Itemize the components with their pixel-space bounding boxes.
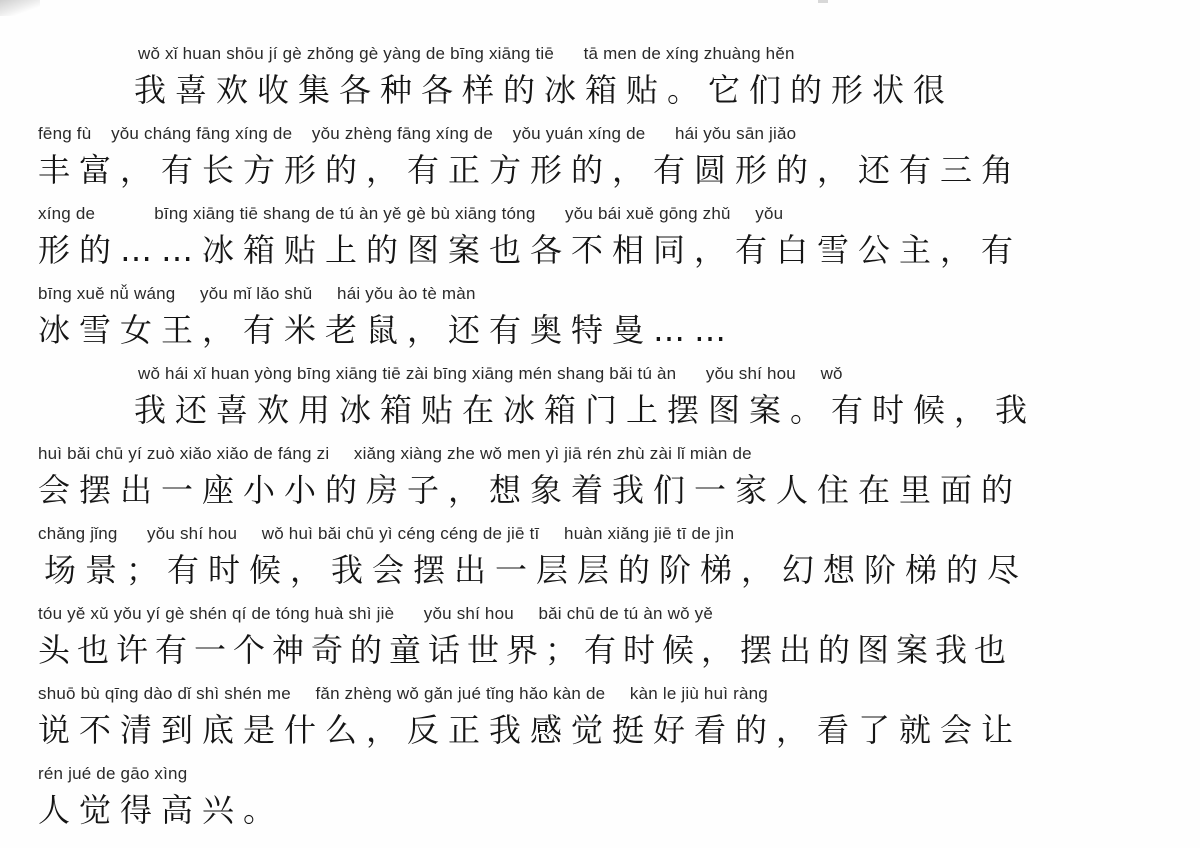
hanzi-text: 会摆出一座小小的房子，想象着我们一家人住在里面的 bbox=[38, 471, 1023, 509]
text-line bbox=[38, 604, 1168, 684]
hanzi-text: 说不清到底是什么，反正我感觉挺好看的，看了就会让 bbox=[38, 711, 1023, 749]
text-line bbox=[38, 204, 1168, 284]
hanzi-text: 头也许有一个神奇的童话世界；有时候，摆出的图案我也 bbox=[38, 631, 1014, 669]
text-line bbox=[38, 524, 1168, 604]
pinyin-line bbox=[38, 684, 1168, 706]
pinyin-text: wǒ xǐ huan shōu jí gè zhǒng gè yàng de bīng xiāng tiē tā men de xíng zhuàng hěn bbox=[138, 44, 795, 63]
hanzi-text: 我还喜欢用冰箱贴在冰箱门上摆图案。有时候，我 bbox=[134, 391, 1037, 429]
text-line bbox=[38, 764, 1168, 844]
text-line bbox=[38, 124, 1168, 204]
text-line bbox=[38, 284, 1168, 364]
pinyin-text: bīng xuě nǚ wáng yǒu mǐ lǎo shǔ hái yǒu ào tè màn bbox=[38, 284, 476, 303]
hanzi-line bbox=[38, 68, 1168, 112]
hanzi-line bbox=[38, 628, 1168, 672]
pinyin-text: shuō bù qīng dào dǐ shì shén me fǎn zhèng wǒ gǎn jué tǐng hǎo kàn de kàn le jiù huì ràng bbox=[38, 684, 768, 703]
pinyin-text: huì bǎi chū yí zuò xiǎo xiǎo de fáng zi xiǎng xiàng zhe wǒ men yì jiā rén zhù zài lǐ miàn de bbox=[38, 444, 752, 463]
pinyin-text: wǒ hái xǐ huan yòng bīng xiāng tiē zài bīng xiāng mén shang bǎi tú àn yǒu shí hou wǒ bbox=[138, 364, 843, 383]
hanzi-text: 我喜欢收集各种各样的冰箱贴。它们的形状很 bbox=[134, 71, 955, 109]
hanzi-line bbox=[38, 708, 1168, 752]
pinyin-text: rén jué de gāo xìng bbox=[38, 764, 188, 783]
pinyin-line bbox=[38, 764, 1168, 786]
hanzi-line bbox=[38, 468, 1168, 512]
text-line bbox=[38, 444, 1168, 524]
hanzi-line bbox=[38, 148, 1168, 192]
pinyin-text: tóu yě xǔ yǒu yí gè shén qí de tóng huà shì jiè yǒu shí hou bǎi chū de tú àn wǒ yě bbox=[38, 604, 714, 623]
pinyin-text: xíng de bīng xiāng tiē shang de tú àn yě gè bù xiāng tóng yǒu bái xuě gōng zhǔ yǒu bbox=[38, 204, 784, 223]
text-line bbox=[38, 684, 1168, 764]
hanzi-text: 人觉得高兴。 bbox=[38, 791, 285, 829]
pinyin-line bbox=[38, 444, 1168, 466]
hanzi-line bbox=[38, 228, 1168, 272]
text-body bbox=[38, 44, 1168, 844]
pinyin-line bbox=[38, 44, 1168, 66]
pinyin-line bbox=[38, 364, 1168, 386]
pinyin-line bbox=[38, 124, 1168, 146]
hanzi-text: 丰富，有长方形的，有正方形的，有圆形的，还有三角 bbox=[38, 151, 1023, 189]
pinyin-text: fēng fù yǒu cháng fāng xíng de yǒu zhèng fāng xíng de yǒu yuán xíng de hái yǒu sān jiǎo bbox=[38, 124, 797, 143]
hanzi-line bbox=[38, 548, 1168, 592]
pinyin-text: chǎng jǐng yǒu shí hou wǒ huì bǎi chū yì céng céng de jiē tī huàn xiǎng jiē tī de jìn bbox=[38, 524, 735, 543]
scan-corner-mark bbox=[0, 0, 40, 16]
pinyin-line bbox=[38, 604, 1168, 626]
hanzi-line bbox=[38, 788, 1168, 832]
hanzi-text: 冰雪女王，有米老鼠，还有奥特曼…… bbox=[38, 311, 736, 349]
scan-edge-mark bbox=[818, 0, 828, 3]
hanzi-text: 形的……冰箱贴上的图案也各不相同，有白雪公主，有 bbox=[38, 231, 1023, 269]
hanzi-text: 场景；有时候，我会摆出一层层的阶梯，幻想阶梯的尽 bbox=[44, 551, 1029, 589]
pinyin-line bbox=[38, 284, 1168, 306]
pinyin-line bbox=[38, 524, 1168, 546]
pinyin-line bbox=[38, 204, 1168, 226]
hanzi-line bbox=[38, 308, 1168, 352]
text-line bbox=[38, 44, 1168, 124]
hanzi-line bbox=[38, 388, 1168, 432]
text-line bbox=[38, 364, 1168, 444]
